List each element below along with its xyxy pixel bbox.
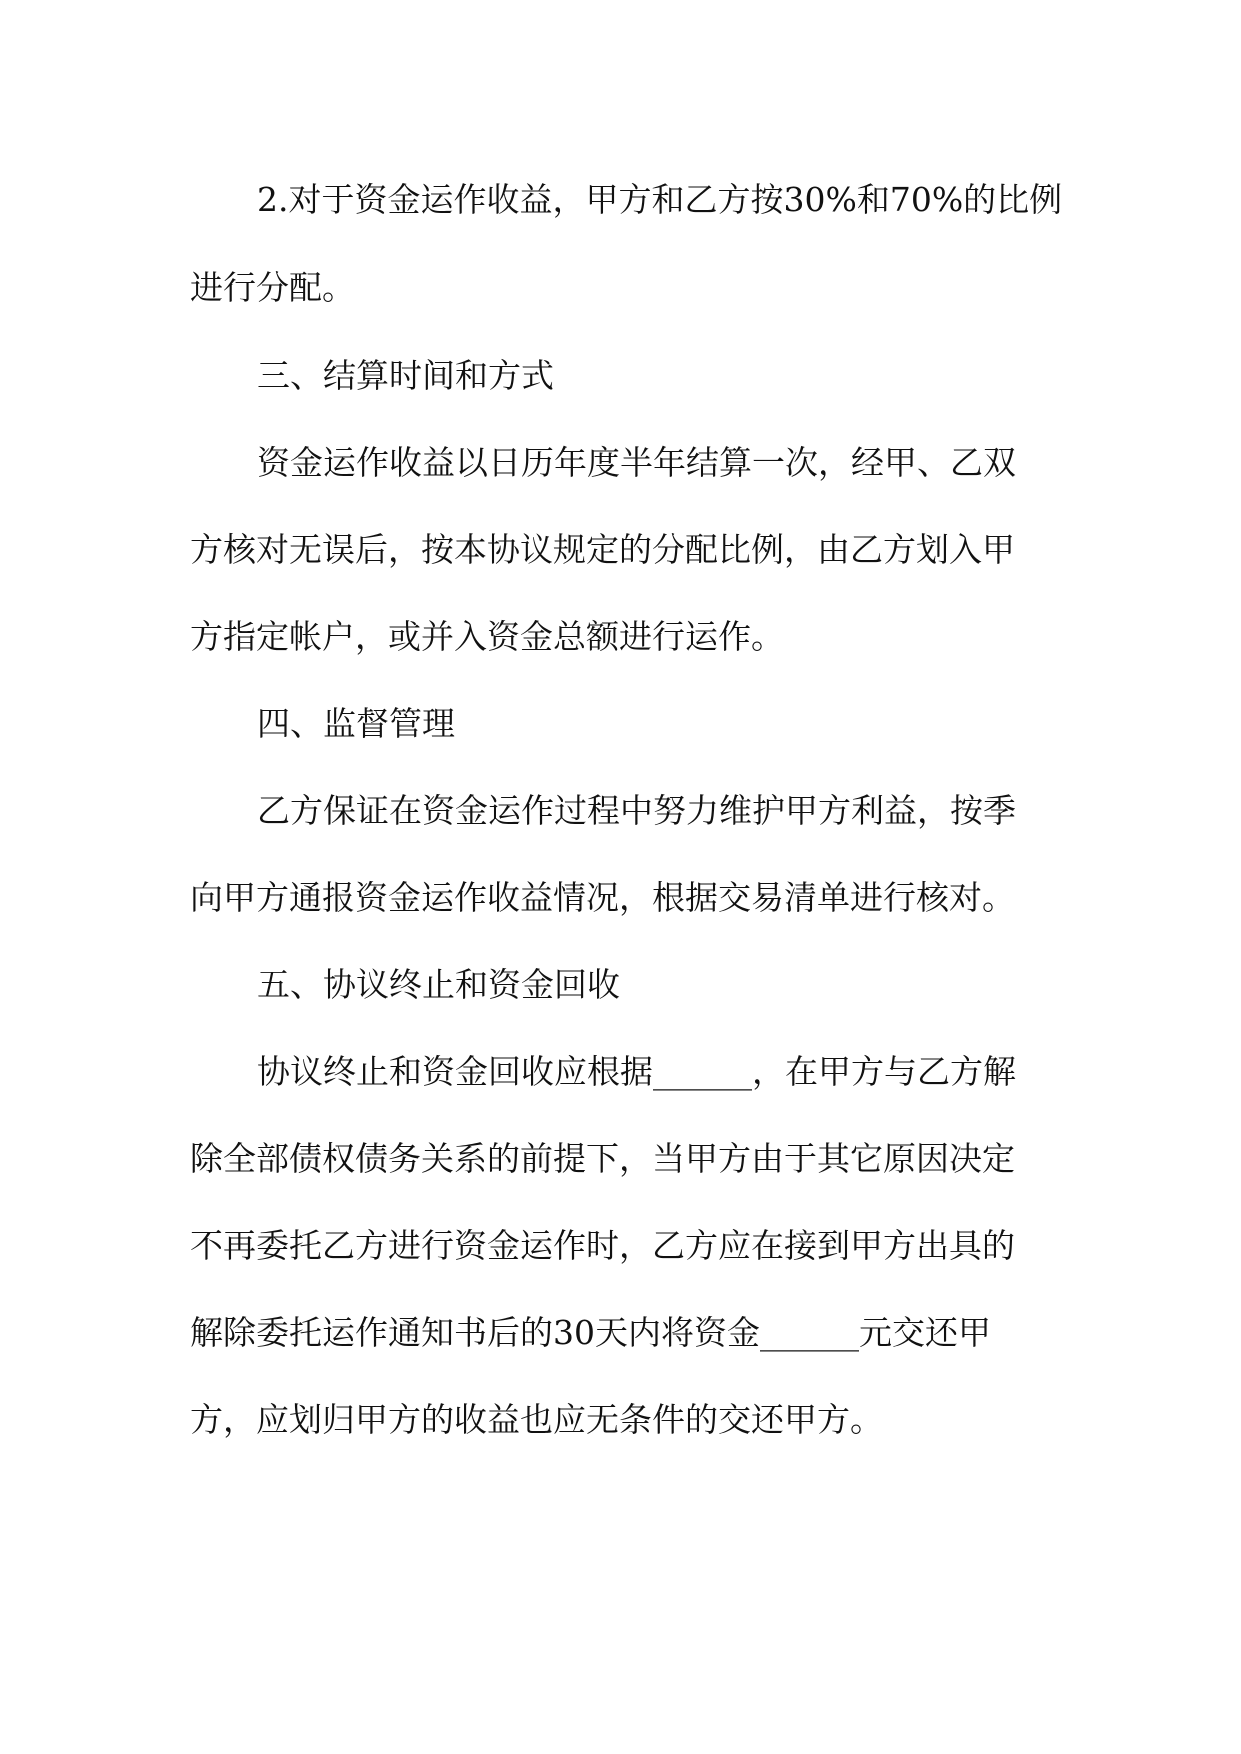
section-heading: 五、协议终止和资金回收 [257,965,620,1004]
section-heading: 三、结算时间和方式 [257,356,554,395]
paragraph-line: 方指定帐户，或并入资金总额进行运作。 [190,617,784,656]
paragraph-line: 资金运作收益以日历年度半年结算一次，经甲、乙双 [257,443,1016,482]
paragraph-line: 2.对于资金运作收益，甲方和乙方按30%和70%的比例 [257,180,1063,219]
paragraph-line: 方，应划归甲方的收益也应无条件的交还甲方。 [190,1400,883,1439]
paragraph-line: 除全部债权债务关系的前提下，当甲方由于其它原因决定 [190,1139,1015,1178]
paragraph-line: 解除委托运作通知书后的30天内将资金______元交还甲 [190,1313,991,1352]
paragraph-line: 协议终止和资金回收应根据______，在甲方与乙方解 [257,1052,1016,1091]
section-heading: 四、监督管理 [257,704,455,743]
paragraph-line: 方核对无误后，按本协议规定的分配比例，由乙方划入甲 [190,530,1015,569]
paragraph-line: 进行分配。 [190,268,355,307]
paragraph-line: 向甲方通报资金运作收益情况，根据交易清单进行核对。 [190,878,1015,917]
paragraph-line: 不再委托乙方进行资金运作时，乙方应在接到甲方出具的 [190,1226,1015,1265]
paragraph-line: 乙方保证在资金运作过程中努力维护甲方利益，按季 [257,791,1016,830]
